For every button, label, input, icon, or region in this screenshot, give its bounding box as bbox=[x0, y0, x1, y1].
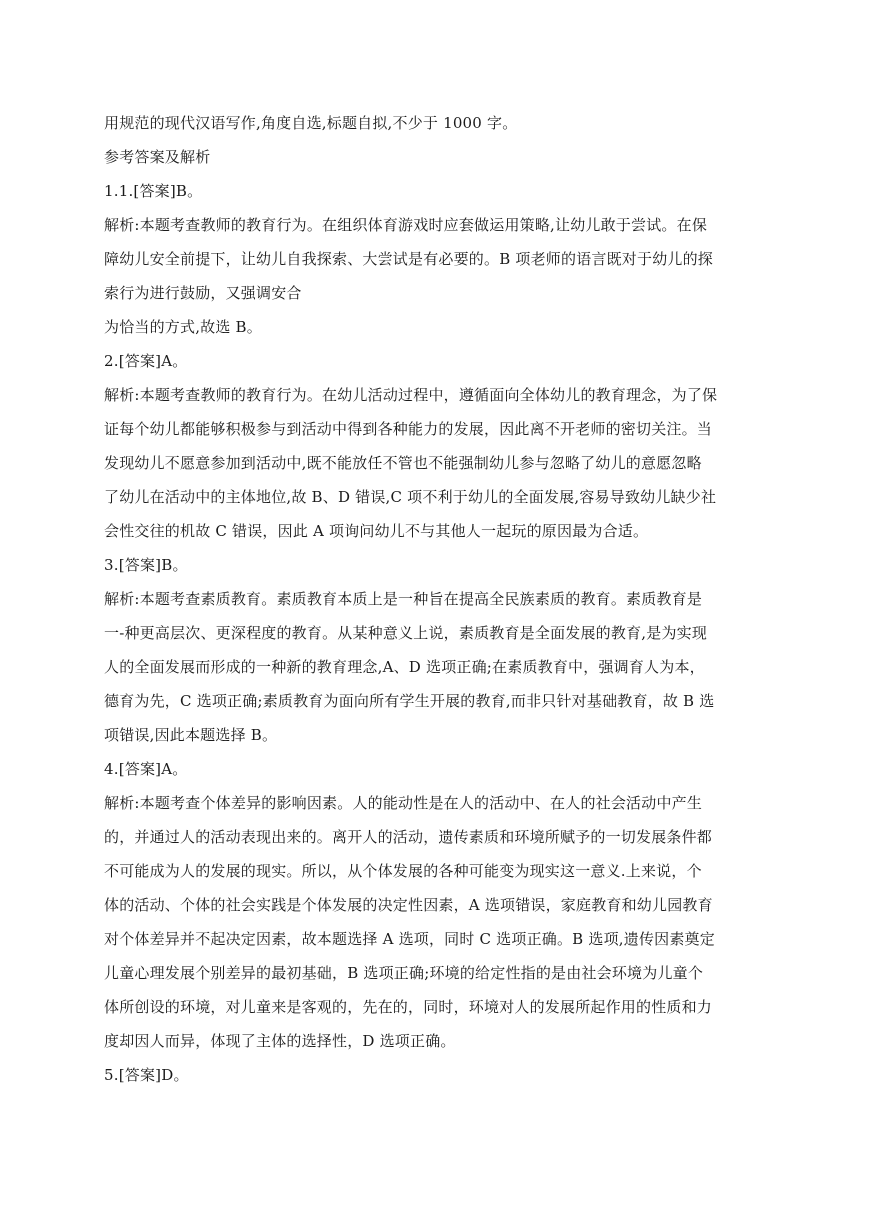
text-line: 用规范的现代汉语写作,角度自选,标题自拟,不少于 1000 字。 bbox=[104, 114, 518, 132]
answer-line: 3.[答案]B。 bbox=[104, 556, 188, 574]
text-line: 为恰当的方式,故选 B。 bbox=[104, 318, 262, 336]
text-line: 度却因人而异，体现了主体的选择性，D 选项正确。 bbox=[104, 1032, 456, 1050]
text-line: 解析:本题考查教师的教育行为。在组织体育游戏时应套做运用策略,让幼儿敢于尝试。在保 bbox=[104, 216, 708, 234]
text-line: 的，并通过人的活动表现出来的。离开人的活动，遗传素质和环境所赋予的一切发展条件都 bbox=[104, 828, 713, 846]
text-line: 障幼儿安全前提下，让幼儿自我探索、大尝试是有必要的。B 项老师的语言既对于幼儿的探 bbox=[104, 250, 713, 268]
document-page bbox=[104, 106, 764, 1092]
text-line: 证每个幼儿都能够积极参与到活动中得到各种能力的发展，因此离不开老师的密切关注。当 bbox=[104, 420, 713, 438]
text-line: 人的全面发展而形成的一种新的教育理念,A、D 选项正确;在素质教育中，强调育人为本， bbox=[104, 658, 705, 676]
section-heading: 参考答案及解析 bbox=[104, 148, 211, 166]
text-line: 对个体差异并不起决定因素，故本题选择 A 选项，同时 C 选项正确。B 选项,遗传因素奠定 bbox=[104, 930, 715, 948]
text-line: 德育为先，C 选项正确;素质教育为面向所有学生开展的教育,而非只针对基础教育，故 B 选 bbox=[104, 692, 715, 710]
text-line: 儿童心理发展个别差异的最初基础，B 选项正确;环境的给定性指的是由社会环境为儿童个 bbox=[104, 964, 704, 982]
text-line: 解析:本题考查教师的教育行为。在幼儿活动过程中，遵循面向全体幼儿的教育理念，为了保 bbox=[104, 386, 718, 404]
text-line: 了幼儿在活动中的主体地位,故 B、D 错误,C 项不利于幼儿的全面发展,容易导致幼儿缺少社 bbox=[104, 488, 717, 506]
text-line: 解析:本题考查个体差异的影响因素。人的能动性是在人的活动中、在人的社会活动中产生 bbox=[104, 794, 703, 812]
text-line: 体的活动、个体的社会实践是个体发展的决定性因素，A 选项错误，家庭教育和幼儿园教育 bbox=[104, 896, 713, 914]
text-line: 不可能成为人的发展的现实。所以，从个体发展的各种可能变为现实这一意义.上来说，个 bbox=[104, 862, 702, 880]
text-line: 体所创设的环境，对儿童来是客观的，先在的，同时，环境对人的发展所起作用的性质和力 bbox=[104, 998, 713, 1016]
text-line: 解析:本题考查素质教育。素质教育本质上是一种旨在提高全民族素质的教育。素质教育是 bbox=[104, 590, 703, 608]
text-line: 索行为进行鼓励，又强调安合 bbox=[104, 284, 302, 302]
answer-line: 2.[答案]A。 bbox=[104, 352, 188, 370]
answer-line: 4.[答案]A。 bbox=[104, 760, 188, 778]
text-line: 会性交往的机故 C 错误，因此 A 项询问幼儿不与其他人一起玩的原因最为合适。 bbox=[104, 522, 649, 540]
text-line: 项错误,因此本题选择 B。 bbox=[104, 726, 278, 744]
text-line: 一-种更高层次、更深程度的教育。从某种意义上说，素质教育是全面发展的教育,是为实现 bbox=[104, 624, 708, 642]
answer-line: 5.[答案]D。 bbox=[104, 1066, 189, 1084]
text-line: 发现幼儿不愿意参加到活动中,既不能放任不管也不能强制幼儿参与忽略了幼儿的意愿忽略 bbox=[104, 454, 702, 472]
answer-line: 1.1.[答案]B。 bbox=[104, 182, 203, 200]
